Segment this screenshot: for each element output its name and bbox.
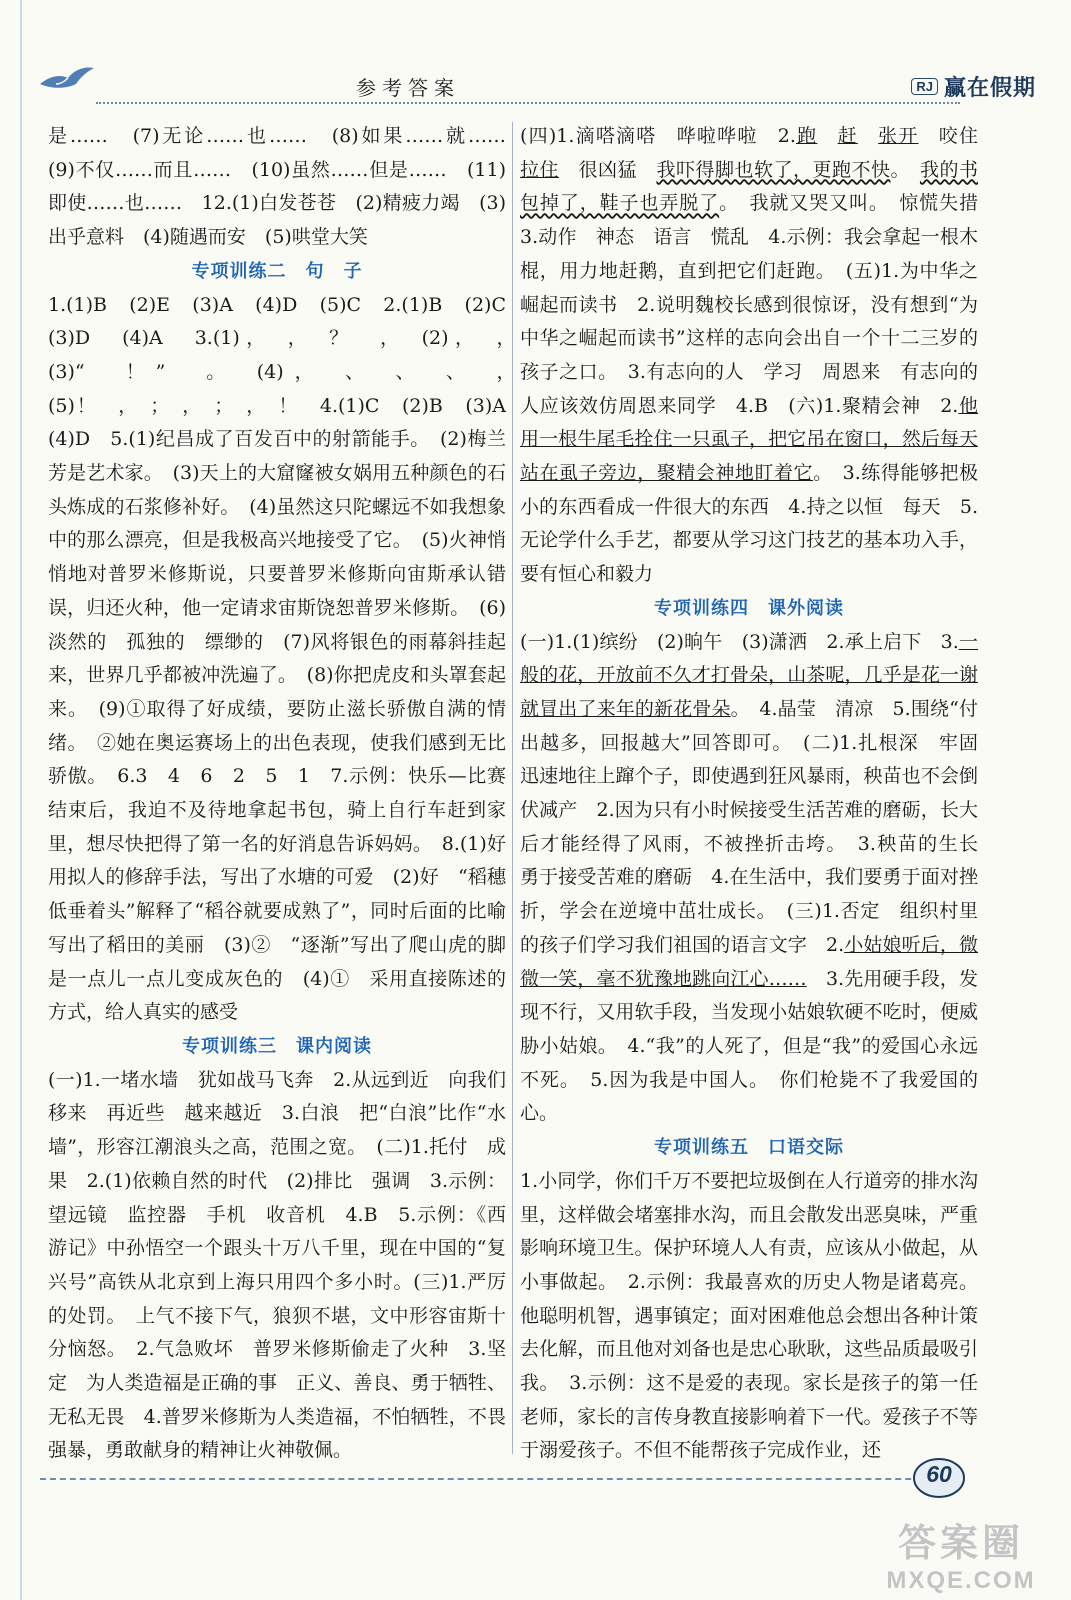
answer-text: 咬住 [918,125,997,147]
answer-paragraph [48,289,526,1030]
answer-text: 1.(1)B (2)E (3)A (4)D (5)C 2.(1)B (2)C (3)D (4)A 3.(1)， ， ？ ， (2)， ， (3)“ ！” 。 (4)， 、 、 、 ， (5)！ ， ； ， ； ， ！ 4.(1)C (2)B (3)A (4)D 5.(1)纪昌成了百发百中的射箭能手。 (2)梅兰芳是艺术家。 (3)天上的大窟窿被女娲用五种颜色的石头炼成的石浆修补好。 (4)虽然这只陀螺远不如我想象中的那么漂亮，但是我极高兴地接受了它。 (5)火神悄悄地对普罗米修斯说，只要普罗米修斯向宙斯承认错误，归还火种，他一定请求宙斯饶恕普罗米修斯。 (6)淡然的 孤独的 缥缈的 (7)风将银色的雨幕斜挂起来，世界几乎都被冲洗遍了。 (8)你把虎皮和头罩套起来。 (9)①取得了好成绩，要防止滋长骄傲自满的情绪。 ②她在奥运赛场上的出色表现，使我们感到无比骄傲。 6.3 4 6 2 5 1 7.示例：快乐—比赛结束后，我迫不及待地拿起书包，骑上自行车赶到家里，想尽快把得了第一名的好消息告诉妈妈。 8.(1)好 用拟人的修辞手法，写出了水塘的可爱 (2)好 “稻穗低垂着头”解释了“稻谷就要成熟了”，同时后面的比喻写出了稻田的美丽 (3)② “逐渐”写出了爬山虎的脚是一点儿一点儿变成灰色的 (4)① 采用直接陈述的方式，给人真实的感受 [48,293,526,1024]
left-column [48,120,526,1490]
page-header [36,58,1036,114]
answer-text: 很凶猛 [559,158,657,181]
underlined-answer: 张开 [878,125,919,147]
swallow-bird-icon [38,62,96,96]
page-binding-line [20,0,22,1600]
page-number-badge [912,1456,966,1500]
page-title: 参考答案 [356,76,460,100]
answer-text: (一)1.(1)缤纷 (2)晌午 (3)潇洒 2.承上启下 3. [520,630,959,653]
section-heading: 专项训练五 口语交际 [654,1137,844,1159]
answer-paragraph [520,1165,978,1468]
underlined-answer: 跑 [795,125,818,147]
underlined-answer: 小姑娘听后，微微一笑，毫不犹豫地跳向江心…… [520,933,978,990]
section-heading: 专项训练二 句 子 [191,260,363,282]
section-heading: 专项训练四 课外阅读 [654,597,844,619]
answer-text: 。 3.练得能够把极小的东西看成一件很大的东西 4.持之以恒 每天 5.无论学什么手艺，都要从学习这门技艺的基本功入手，要有恒心和毅力 [520,462,978,586]
header-rule [96,102,960,104]
answer-text: (四)1.滴嗒滴嗒 哗啦哗啦 2. [520,125,796,147]
watermark-site: MXQE.COM [886,1567,1036,1594]
page-number: 60 [926,1461,952,1487]
underlined-answer: 他用一根牛尾毛拴住一只虱子，把它吊在窗口，然后每天站在虱子旁边，聚精会神地盯着它 [520,394,978,485]
brand-logo [911,58,1036,114]
watermark-logo: 答案圈 [897,1521,1024,1565]
answer-text: (一)1.一堵水墙 犹如战马飞奔 2.从远到近 向我们移来 再近些 越来越近 3.白浪 把“白浪”比作“水墙”，形容江潮浪头之高，范围之宽。 (二)1.托付 成果 2.(1)依赖自然的时代 (2)排比 强调 3.示例：望远镜 监控器 手机 收音机 4.B 5.示例：《西游记》中孙悟空一个跟头十万八千里，现在中国的“复兴号”高铁从北京到上海只用四个多小时。(三)1.严厉的处罚。 上气不接下气，狼狈不堪，文中形容宙斯十分恼怒。 2.气急败坏 普罗米修斯偷走了火种 3.坚定 为人类造福是正确的事 正义、善良、勇于牺牲、无私无畏 4.普罗米修斯为人类造福，不怕牺牲，不畏强暴，勇敢献身的精神让火神敬佩。 [48,1068,506,1462]
underlined-answer: 一般的花，开放前不久才打骨朵，山茶呢，几乎是花一谢就冒出了来年的新花骨朵 [520,630,978,720]
answer-paragraph [48,1064,506,1468]
answer-text: 。 我就又哭又叫。 惊慌失措 3.动作 神态 语言 慌乱 4.示例：我会拿起一根木棍，用力地赶鹅，直到把它们赶跑。 (五)1.为中华之崛起而读书 2.说明魏校长感到很惊讶，没有想到“为中华之崛起而读书”这样的志向会出自一个十二三岁的孩子之口。 3.有志向的人 学习 周恩来 有志向的人应该效仿周恩来同学 4.B (六)1.聚精会神 2. [520,192,997,417]
answer-text: 是…… (7)无论……也…… (8)如果……就…… (9)不仅……而且…… (10)虽然……但是…… (11)即使……也…… 12.(1)白发苍苍 (2)精疲力竭 (3)出乎意料 (4)随遇而安 (5)哄堂大笑 [48,125,526,249]
footer-rule [40,1478,941,1480]
answer-paragraph [520,626,998,1132]
underlined-answer: 我的书包掉了，鞋子也弄脱了 [520,158,978,215]
section-heading: 专项训练三 课内阅读 [182,1035,372,1057]
watermark [881,1512,1041,1595]
underlined-answer: 拉住 [520,158,559,181]
answer-paragraph [520,120,997,592]
answer-text: 3.先用硬手段，发现不行，又用软手段，当发现小姑娘软硬不吃时，便威胁小姑娘。 4.“我”的人死了，但是“我”的爱国心永远不死。 5.因为我是中国人。 你们枪毙不了我爱国的心。 [520,967,978,1125]
answer-text [858,125,878,147]
answer-text [817,125,837,147]
answer-paragraph [48,120,526,255]
series-name: 赢在假期 [943,74,1036,100]
answer-text: 。 4.晶莹 清凉 5.围绕“付出越多，回报越大”回答即可。 (二)1.扎根深 牢固 迅速地往上蹿个子，即使遇到狂风暴雨，秧苗也不会倒伏减产 2.因为只有小时候接受生活苦难的磨砺，长大后才能经得了风雨，不被挫折击垮。 3.秧苗的生长 勇于接受苦难的磨砺 4.在生活中，我们要勇于面对挫折，学会在逆境中茁壮成长。 (三)1.否定 组织村里的孩子们学习我们祖国的语言文字 2. [520,697,998,956]
answer-text: 。 [890,158,920,181]
column-divider [512,122,513,1454]
underlined-answer: 赶 [837,125,858,147]
edition-badge: RJ [911,78,938,95]
right-column [520,120,998,1490]
underlined-answer: 我吓得脚也软了，更跑不快 [656,158,891,181]
answer-text: 1.小同学，你们千万不要把垃圾倒在人行道旁的排水沟里，这样做会堵塞排水沟，而且会散发出恶臭味，严重影响环境卫生。保护环境人人有责，应该从小做起，从小事做起。 2.示例：我最喜欢的历史人物是诸葛亮。他聪明机智，遇事镇定；面对困难他总会想出各种计策去化解，而且他对刘备也是忠心耿耿，这些品质最吸引我。 3.示例：这不是爱的表现。家长是孩子的第一任老师，家长的言传身教直接影响着下一代。爱孩子不等于溺爱孩子。不但不能帮孩子完成作业，还 [520,1169,978,1462]
